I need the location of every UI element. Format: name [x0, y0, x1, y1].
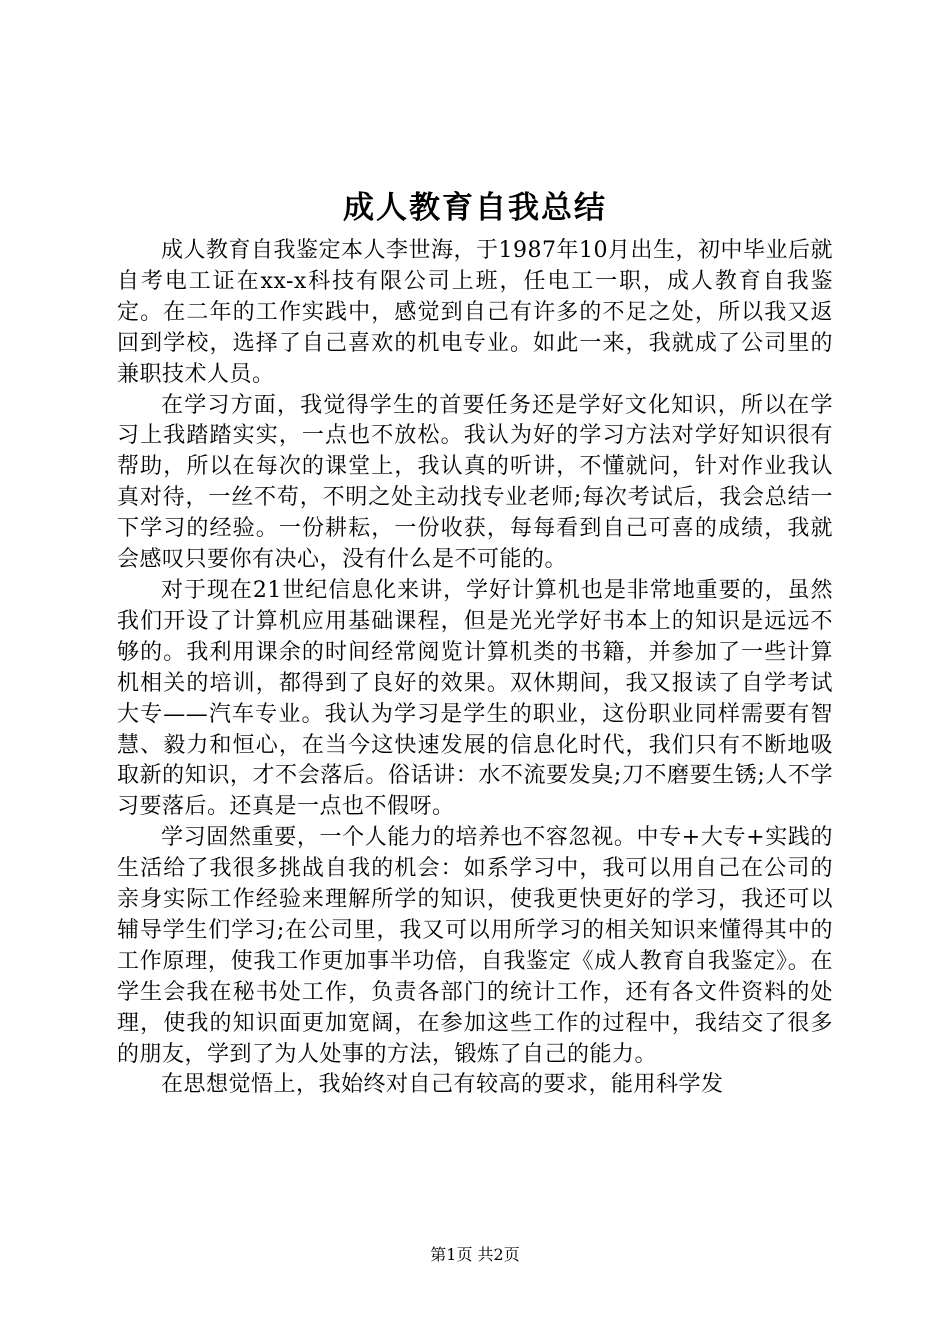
paragraph: 成人教育自我鉴定本人李世海，于1987年10月出生，初中毕业后就自考电工证在xx-x科技有限公司上班，任电工一职，成人教育自我鉴定。在二年的工作实践中，感觉到自己有许多的不足之处，所以我又返回到学校，选择了自己喜欢的机电专业。如此一来，我就成了公司里的兼职技术人员。 [117, 238, 833, 387]
document-body [117, 236, 833, 1101]
paragraph: 学习固然重要，一个人能力的培养也不容忽视。中专+大专+实践的生活给了我很多挑战自我的机会：如系学习中，我可以用自己在公司的亲身实际工作经验来理解所学的知识，使我更快更好的学习，我还可以辅导学生们学习;在公司里，我又可以用所学习的相关知识来懂得其中的工作原理，使我工作更加事半功倍，自我鉴定《成人教育自我鉴定》。在学生会我在秘书处工作，负责各部门的统计工作，还有各文件资料的处理，使我的知识面更加宽阔，在参加这些工作的过程中，我结交了很多的朋友，学到了为人处事的方法，锻炼了自己的能力。 [117, 825, 833, 1067]
paragraph: 对于现在21世纪信息化来讲，学好计算机也是非常地重要的，虽然我们开设了计算机应用基础课程，但是光光学好书本上的知识是远远不够的。我利用课余的时间经常阅览计算机类的书籍，并参加了一些计算机相关的培训，都得到了良好的效果。双休期间，我又报读了自学考试大专——汽车专业。我认为学习是学生的职业，这份职业同样需要有智慧、毅力和恒心，在当今这快速发展的信息化时代，我们只有不断地吸取新的知识，才不会落后。俗话讲：水不流要发臭;刀不磨要生锈;人不学习要落后。还真是一点也不假呀。 [117, 577, 833, 820]
document-title: 成人教育自我总结 [343, 190, 607, 226]
paragraph: 在思想觉悟上，我始终对自己有较高的要求，能用科学发 [161, 1072, 724, 1098]
page-number-footer: 第1页 共2页 [430, 1245, 520, 1264]
paragraph: 在学习方面，我觉得学生的首要任务还是学好文化知识，所以在学习上我踏踏实实，一点也不放松。我认为好的学习方法对学好知识很有帮助，所以在每次的课堂上，我认真的听讲，不懂就问，针对作业我认真对待，一丝不苟，不明之处主动找专业老师;每次考试后，我会总结一下学习的经验。一份耕耘，一份收获，每每看到自己可喜的成绩，我就会感叹只要你有决心，没有什么是不可能的。 [117, 392, 833, 573]
